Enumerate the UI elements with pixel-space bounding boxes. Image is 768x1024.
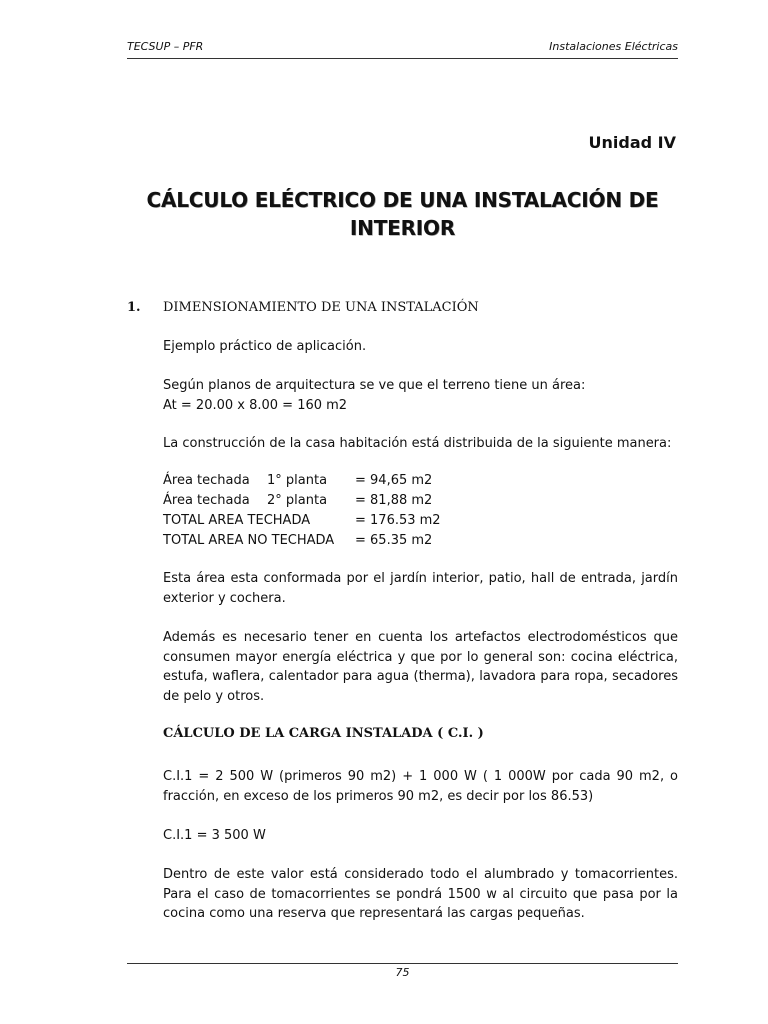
area-label: TOTAL AREA NO TECHADA: [163, 533, 335, 548]
area-floor: 1° planta: [267, 473, 328, 488]
section-title: DIMENSIONAMIENTO DE UNA INSTALACIÓN: [163, 300, 479, 315]
page-number: 75: [395, 966, 410, 979]
paragraph-example: Ejemplo práctico de aplicación.: [163, 339, 367, 354]
table-row: [161, 513, 443, 533]
paragraph-distribution: La construcción de la casa habitación está distribuida de la siguiente manera:: [163, 436, 672, 451]
page-footer: [127, 963, 678, 979]
table-row: [161, 473, 443, 493]
chapter-title-line-2: INTERIOR: [349, 216, 456, 240]
subheading-carga-instalada: CÁLCULO DE LA CARGA INSTALADA ( C.I. ): [163, 726, 484, 741]
paragraph-artefactos: Además es necesario tener en cuenta los artefactos electrodomésticos que consumen mayor energía eléctrica y que por lo general son: cocina eléctrica, estufa, waflera, calentador para agua (therma), lavadora para ropa, secadores de pelo y otros.: [163, 630, 678, 704]
area-label: TOTAL AREA TECHADA: [163, 513, 311, 528]
area-floor: 2° planta: [267, 493, 328, 508]
paragraph-ci1: C.I.1 = 2 500 W (primeros 90 m2) + 1 000 W ( 1 000W por cada 90 m2, o fracción, en exceso de los primeros 90 m2, es decir por los 86.53): [163, 769, 678, 804]
section-number: 1.: [127, 300, 141, 315]
unit-label: Unidad IV: [588, 133, 676, 152]
table-row: [161, 493, 443, 513]
paragraph-ci2: C.I.1 = 3 500 W: [163, 828, 266, 843]
area-value: = 65.35 m2: [355, 533, 433, 548]
paragraph-terrain-1: Según planos de arquitectura se ve que el terreno tiene un área:: [163, 378, 586, 393]
page-header: [127, 40, 678, 59]
paragraph-terrain-2: At = 20.00 x 8.00 = 160 m2: [163, 398, 348, 413]
paragraph-dentro: Dentro de este valor está considerado todo el alumbrado y tomacorrientes. Para el caso de tomacorrientes se pondrá 1500 w al circuito que pasa por la cocina como una reserva que representará las cargas pequeñas.: [163, 867, 678, 921]
area-label: Área techada: [163, 493, 250, 508]
header-left: TECSUP – PFR: [127, 40, 204, 53]
paragraph-conformada: Esta área esta conformada por el jardín interior, patio, hall de entrada, jardín exterior y cochera.: [163, 571, 678, 606]
header-right: Instalaciones Eléctricas: [549, 40, 678, 53]
area-label: Área techada: [163, 473, 250, 488]
table-row: [161, 533, 443, 553]
area-value: = 176.53 m2: [355, 513, 441, 528]
chapter-title-line-1: CÁLCULO ELÉCTRICO DE UNA INSTALACIÓN DE: [146, 188, 659, 212]
areas-table: [161, 473, 443, 553]
area-value: = 81,88 m2: [355, 493, 433, 508]
area-value: = 94,65 m2: [355, 473, 433, 488]
chapter-title: [127, 186, 678, 242]
